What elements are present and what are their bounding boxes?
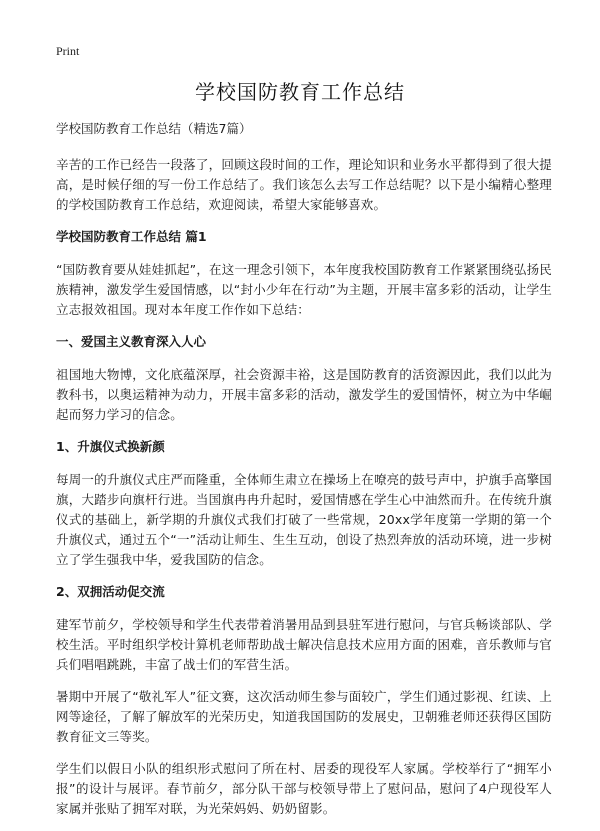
document-subtitle: 学校国防教育工作总结（精选7篇）: [56, 121, 252, 136]
sub2-heading: 2、双拥活动促交流: [56, 584, 165, 599]
section1-heading: 一、爱国主义教育深入人心: [56, 334, 207, 349]
chapter-heading: 学校国防教育工作总结 篇1: [56, 229, 207, 244]
print-link[interactable]: Print: [56, 44, 80, 58]
page-title: 学校国防教育工作总结: [195, 80, 405, 104]
sub2-paragraph-1: 建军节前夕，学校领导和学生代表带着消暑用品到县驻军进行慰问，与官兵畅谈部队、学校生活。平时组织学校计算机老师帮助战士解决信息技术应用方面的困难，音乐教师与官兵们唱唱跳跳，丰富了战士们的军营生活。: [56, 617, 552, 672]
sub1-paragraph: 每周一的升旗仪式庄严而隆重，全体师生肃立在操场上在嘹亮的鼓号声中，护旗手高擎国旗，大踏步向旗杆行进。当国旗冉冉升起时，爱国情感在学生心中油然而升。在传统升旗仪式的基础上，新学期的升旗仪式我们打破了一些常规，20xx学年度第一学期的第一个升旗仪式，通过五个“一”活动让师生、生生互动，创设了热烈奔放的活动环境，进一步树立了学生强我中华，爱我国防的信念。: [56, 472, 552, 567]
chapter-intro-paragraph: “国防教育要从娃娃抓起”，在这一理念引领下，本年度我校国防教育工作紧紧围绕弘扬民族精神，激发学生爱国情感，以“封小少年在行动”为主题，开展丰富多彩的活动，让学生立志报效祖国。现对本年度工作作如下总结：: [56, 262, 552, 317]
sub2-paragraph-3: 学生们以假日小队的组织形式慰问了所在村、居委的现役军人家属。学校举行了“拥军小报”的设计与展评。春节前夕，部分队干部与校领导带上了慰问品，慰问了4户现役军人家属并张贴了拥军对联，为光荣妈妈、奶奶留影。: [56, 761, 552, 816]
intro-paragraph: 辛苦的工作已经告一段落了，回顾这段时间的工作，理论知识和业务水平都得到了很大提高，是时候仔细的写一份工作总结了。我们该怎么去写工作总结呢？以下是小编精心整理的学校国防教育工作总结，欢迎阅读，希望大家能够喜欢。: [56, 157, 552, 212]
section1-paragraph: 祖国地大物博，文化底蕴深厚，社会资源丰裕，这是国防教育的活资源因此，我们以此为教科书，以奥运精神为动力，开展丰富多彩的活动，激发学生的爱国情怀，树立为中华崛起而努力学习的信念。: [56, 367, 552, 422]
sub2-paragraph-2: 暑期中开展了“敬礼军人”征文赛，这次活动师生参与面较广，学生们通过影视、红读、上网等途径，了解了解放军的光荣历史，知道我国国防的发展史，卫朝雅老师还获得区国防教育征文三等奖。: [56, 689, 552, 744]
document-body: [56, 120, 552, 831]
sub1-heading: 1、升旗仪式换新颜: [56, 439, 165, 454]
